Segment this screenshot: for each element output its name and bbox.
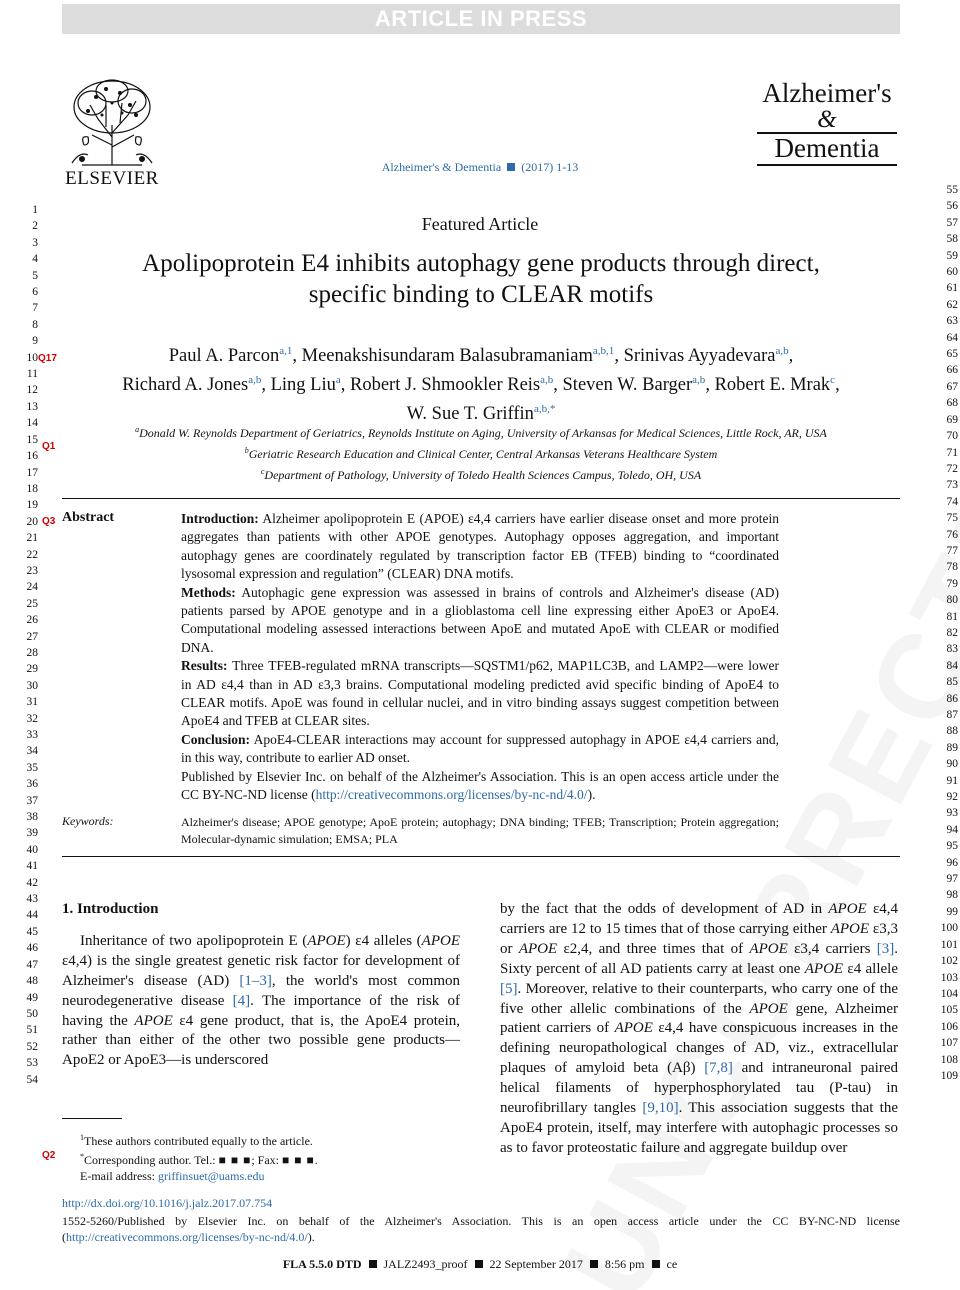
line-number: 42 (26, 876, 38, 889)
elsevier-tree-icon (62, 75, 162, 167)
line-number: 93 (946, 807, 958, 820)
line-number: 14 (26, 417, 38, 430)
line-number: 59 (946, 249, 958, 262)
line-number: 60 (946, 266, 958, 279)
line-number: 70 (946, 430, 958, 443)
line-number: 8 (32, 318, 38, 331)
line-number: 78 (946, 561, 958, 574)
query-mark[interactable]: Q1 (42, 441, 56, 452)
line-number: 82 (946, 626, 958, 639)
line-number: 39 (26, 827, 38, 840)
affiliation-item: $^b$Geriatric Research Education and Clinical Center, Central Arkansas Veterans Healthcare System (244, 446, 718, 461)
line-number: 103 (940, 971, 958, 984)
license-link[interactable]: http://creativecommons.org/licenses/by-nc-nd/4.0/ (66, 1230, 308, 1244)
line-number: 25 (26, 597, 38, 610)
citation-link[interactable]: [7,8] (704, 1060, 733, 1077)
author-name: Robert J. Shmookler Reis (349, 375, 541, 395)
keywords-label: Keywords: (62, 814, 114, 828)
column-left (62, 900, 460, 1071)
line-number: 38 (26, 811, 38, 824)
line-number: 41 (26, 860, 38, 873)
proof-id: JALZ2493_proof (383, 1257, 468, 1271)
line-number: 65 (946, 348, 958, 361)
line-number: 51 (26, 1024, 38, 1037)
square-icon (590, 1260, 598, 1268)
line-number: 7 (32, 302, 38, 315)
line-number: 12 (26, 384, 38, 397)
line-number: 4 (32, 253, 38, 266)
journal-logo-ampersand: & (817, 106, 837, 133)
line-number: 84 (946, 659, 958, 672)
line-number: 52 (26, 1040, 38, 1053)
line-number: 64 (946, 331, 958, 344)
line-number: 96 (946, 856, 958, 869)
dtd-version: FLA 5.5.0 DTD (282, 1257, 362, 1271)
line-number: 6 (32, 286, 38, 299)
author-affiliation: a,b,1 (592, 345, 615, 357)
line-number: 18 (26, 482, 38, 495)
square-icon (652, 1260, 660, 1268)
line-number: 9 (32, 335, 38, 348)
line-number: 26 (26, 614, 38, 627)
proof-date: 22 September 2017 (489, 1257, 583, 1271)
email-link[interactable]: griffinsuet@uams.edu (157, 1169, 265, 1183)
article-in-press-banner: ARTICLE IN PRESS (62, 4, 900, 34)
line-number: 98 (946, 889, 958, 902)
query-mark[interactable]: Q17 (38, 353, 57, 364)
keywords-list: Alzheimer's disease; APOE genotype; ApoE protein; autophagy; DNA binding; TFEB; Transcription; Protein aggregation; Molecular-dynamic simulation; EMSA; PLA (181, 815, 779, 846)
proof-time: 8:56 pm (604, 1257, 645, 1271)
line-number: 75 (946, 512, 958, 525)
line-number: 19 (26, 499, 38, 512)
citation-link[interactable]: [3] (876, 940, 895, 957)
line-number: 11 (26, 368, 38, 381)
line-number: 20 (26, 515, 38, 528)
line-number: 94 (946, 823, 958, 836)
line-number: 37 (26, 794, 38, 807)
line-number: 79 (946, 577, 958, 590)
line-number: 66 (946, 364, 958, 377)
line-number: 15 (26, 433, 38, 446)
author-affiliation: c (830, 374, 836, 386)
author-list: Paul A. Parcon$^{a,1}$, Meenakshisundaram Balasubramaniam$^{a,b,1}$, Srinivas Ayyadevara$^{a,b}$, Richard A. Jones$^{a,b}$, Ling Liu$^a$, Robert J. Shmookler Reis$^{a,b}$, Steven W. Barger$^{a,b}$, Robert E. Mrak$^c$, W. Sue T. Griffin$^{a,b,*}$ (122, 345, 840, 424)
line-number: 68 (946, 397, 958, 410)
title-line: specific binding to CLEAR motifs (308, 281, 654, 308)
license-link[interactable]: http://creativecommons.org/licenses/by-nc-nd/4.0/ (315, 787, 588, 803)
line-number: 21 (26, 532, 38, 545)
line-number: 55 (946, 184, 958, 196)
redacted-squares-icon: ■ ■ ■ (218, 1153, 252, 1167)
author-affiliation: a,b (692, 374, 706, 386)
line-number: 56 (946, 200, 958, 213)
line-number: 102 (940, 955, 958, 968)
abstract-label: Abstract (62, 510, 115, 525)
divider (62, 498, 900, 499)
line-number: 76 (946, 528, 958, 541)
proof-code: ce (666, 1257, 678, 1271)
line-number: 86 (946, 692, 958, 705)
footnotes (80, 1130, 480, 1184)
line-number: 22 (26, 548, 38, 561)
line-number: 44 (26, 909, 38, 922)
line-number: 63 (946, 315, 958, 328)
line-number: 87 (946, 709, 958, 721)
abstract-body (181, 510, 779, 805)
license-statement: 1552-5260/Published by Elsevier Inc. on behalf of the Alzheimer's Association. This is an open access article under the CC BY-NC-ND license (http://creativecommons.org/licenses/by-nc-nd/4.0/). (62, 1214, 900, 1244)
affiliation-item: $^a$Donald W. Reynolds Department of Geriatrics, Reynolds Institute on Aging, University of Arkansas for Medical Sciences, Little Rock, AR, USA (135, 425, 827, 440)
line-number: 13 (26, 400, 38, 413)
line-number: 43 (26, 893, 38, 906)
line-number: 72 (946, 462, 958, 475)
line-number: 45 (26, 925, 38, 938)
line-number: 100 (940, 922, 958, 935)
line-number: 91 (946, 774, 958, 787)
line-number: 105 (940, 1004, 958, 1017)
abstract-conclusion: Conclusion: ApoE4-CLEAR interactions may account for suppressed autophagy in APOE ε4,4 carriers and, in this way, contribute to earlier AD onset. (181, 731, 779, 766)
journal-logo (756, 78, 898, 168)
line-number: 46 (26, 942, 38, 955)
author-name: Richard A. Jones (122, 375, 249, 395)
line-number: 83 (946, 643, 958, 656)
affiliation-item: $^c$Department of Pathology, University of Toledo Health Sciences Campus, Toledo, OH, USA (260, 467, 702, 482)
column-right (500, 900, 898, 1159)
footnote-rule (62, 1118, 122, 1119)
title-line: Apolipoprotein E4 inhibits autophagy gene products through direct, (142, 250, 820, 277)
line-number: 27 (26, 630, 38, 643)
line-number: 89 (946, 741, 958, 754)
line-number: 31 (26, 696, 38, 709)
author-affiliation: a,b (775, 345, 789, 357)
line-number: 35 (26, 761, 38, 774)
article-title (62, 248, 900, 310)
line-number: 53 (26, 1057, 38, 1070)
abstract-results: Results: Three TFEB-regulated mRNA transcripts—SQSTM1/p62, MAP1LC3B, and LAMP2—were lower in AD ε4,4 than in AD ε3,3 brains. Computational modeling predicted avid specific binding of ApoE4 to CLEAR motifs. ApoE was found in cellular nuclei, and in vitro binding assays suggest competition between ApoE4 and TFEB at CLEAR sites. (181, 658, 779, 729)
line-number: 61 (946, 282, 958, 295)
affiliations (62, 421, 900, 484)
line-number: 17 (26, 466, 38, 479)
query-mark[interactable]: Q3 (42, 516, 56, 527)
line-number: 95 (946, 840, 958, 853)
author-affiliation: a,1 (279, 345, 293, 357)
line-number: 54 (26, 1073, 38, 1086)
line-number: 2 (32, 220, 38, 233)
abstract-published: Published by Elsevier Inc. on behalf of the Alzheimer's Association. This is an open access article under the CC BY-NC-ND license (http://creativecommons.org/licenses/by-nc-nd/4.0/). (181, 768, 779, 803)
redacted-squares-icon: ■ ■ ■ (282, 1153, 315, 1167)
author-affiliation: a,b (540, 374, 554, 386)
line-number: 71 (946, 446, 958, 459)
divider (62, 856, 900, 857)
author-name: Paul A. Parcon (168, 346, 280, 366)
line-number: 47 (26, 958, 38, 971)
square-icon (475, 1260, 483, 1268)
elsevier-logo (60, 75, 164, 187)
author-affiliation: a,b (248, 374, 262, 386)
journal-logo-word3: Dementia (774, 133, 880, 163)
journal-citation (340, 160, 620, 175)
line-number: 92 (946, 791, 958, 804)
author-name: Meenakshisundaram Balasubramaniam (301, 346, 593, 366)
author-name: Robert E. Mrak (714, 375, 831, 395)
line-number: 90 (946, 758, 958, 771)
line-number: 109 (940, 1069, 958, 1082)
line-number: 48 (26, 975, 38, 988)
line-number: 49 (26, 991, 38, 1004)
abstract-introduction: Introduction: Alzheimer apolipoprotein E (APOE) ε4,4 carriers have earlier disease onset and more protein aggregates than patients with other APOE genotypes. Autophagy opposes aggregation, and important autophagy genes are coordinately regulated by transcription factor EB (TFEB) binding to “coordinated lysosomal expression and regulation” (CLEAR) DNA motifs. (181, 511, 780, 582)
square-icon (507, 163, 515, 171)
line-number: 5 (32, 269, 38, 282)
line-numbers-left (10, 202, 38, 1088)
line-number: 30 (26, 679, 38, 692)
line-number: 40 (26, 843, 38, 856)
line-number: 99 (946, 905, 958, 918)
author-affiliation[interactable]: a,b,* (533, 403, 556, 415)
author-name: W. Sue T. Griffin (406, 404, 534, 424)
footnote-item: E-mail address: griffinsuet@uams.edu (80, 1169, 265, 1183)
line-number: 33 (26, 729, 38, 741)
line-number: 57 (946, 216, 958, 229)
line-number: 85 (946, 676, 958, 689)
line-number: 58 (946, 233, 958, 246)
line-number: 36 (26, 778, 38, 791)
line-number: 74 (946, 495, 958, 508)
line-number: 62 (946, 298, 958, 311)
line-number: 88 (946, 725, 958, 738)
line-number: 29 (26, 663, 38, 676)
line-number: 101 (940, 938, 958, 951)
abstract-methods: Methods: Autophagic gene expression was assessed in brains of controls and Alzheimer's disease (AD) patients parsed by APOE genotype and in a glioblastoma cell line expressing either ApoE3 or ApoE4. Computational modeling assessed interactions between ApoE and mutated ApoE with CLEAR or modified DNA. (181, 584, 779, 655)
line-number: 81 (946, 610, 958, 623)
author-name: Srinivas Ayyadevara (623, 346, 776, 366)
line-number: 69 (946, 413, 958, 426)
line-number: 73 (946, 479, 958, 492)
journal-issue: (2017) 1-13 (521, 160, 579, 174)
journal-name: Alzheimer's & Dementia (381, 160, 502, 174)
elsevier-wordmark: ELSEVIER (65, 168, 159, 189)
line-number: 97 (946, 873, 958, 886)
line-number: 50 (26, 1007, 38, 1020)
square-icon (369, 1260, 377, 1268)
author-affiliation: a (335, 374, 341, 386)
citation-link[interactable]: [9,10] (642, 1100, 679, 1117)
line-number: 104 (940, 987, 958, 1000)
line-number: 28 (26, 646, 38, 659)
doi-link[interactable]: http://dx.doi.org/10.1016/j.jalz.2017.07.754 (62, 1196, 273, 1210)
line-number: 106 (940, 1020, 958, 1033)
query-mark[interactable]: Q2 (42, 1150, 56, 1161)
proof-footer (0, 1257, 960, 1272)
line-number: 34 (26, 745, 38, 758)
line-number: 80 (946, 594, 958, 607)
journal-logo-word1: Alzheimer's (762, 78, 892, 108)
line-number: 23 (26, 564, 38, 577)
author-name: Ling Liu (270, 375, 336, 395)
line-number: 10 (26, 351, 38, 364)
citation-link[interactable]: [5] (500, 980, 518, 997)
citation-link[interactable]: [4] (232, 992, 251, 1009)
line-number: 16 (26, 450, 38, 463)
line-number: 32 (26, 712, 38, 725)
line-number: 67 (946, 380, 958, 393)
citation-link[interactable]: [1–3] (239, 972, 272, 989)
line-number: 1 (32, 204, 38, 216)
footnote-item: $^1$These authors contributed equally to the article. (80, 1133, 313, 1148)
line-number: 108 (940, 1053, 958, 1066)
section-heading: 1. Introduction (62, 901, 159, 917)
author-name: Steven W. Barger (562, 375, 693, 395)
paragraph: Inheritance of two apolipoprotein E (APOE) ε4 alleles (APOE ε4,4) is the single greatest genetic risk factor for development of Alzheimer's disease (AD) [1–3], the world's most common neurodegenerative disease [4]. The importance of the risk of having the APOE ε4 gene product, that is, the ApoE4 protein, rather than either of the other two possible gene products—ApoE2 or ApoE3—is underscored (62, 932, 460, 1069)
line-number: 77 (946, 544, 958, 557)
line-number: 3 (32, 236, 38, 249)
paragraph: by the fact that the odds of development of AD in APOE ε4,4 carriers are 12 to 15 times that of those carrying either APOE ε3,3 or APOE ε2,4, and three times that of APOE ε3,4 carriers [3]. Sixty percent of all AD patients carry at least one APOE ε4 allele [5]. Moreover, relative to their counterparts, who carry one of the five other allelic combinations of the APOE gene, Alzheimer patient carriers of APOE ε4,4 have conspicuous increases in the defining neuropathological changes of AD, viz., extracellular plaques of amyloid beta (Aβ) [7,8] and intraneuronal paired helical filaments of hyperphosphorylated tau (P-tau) in neurofibrillary tangles [9,10]. This association suggests that the ApoE4 protein, itself, may interfere with autophagic processes so as to favor proteostatic failure and aggregate buildup over (500, 901, 899, 1156)
line-number: 24 (26, 581, 38, 594)
footnote-item: *Corresponding author. Tel.: ■ ■ ■; Fax: ■ ■ ■. (80, 1152, 318, 1167)
line-number: 107 (940, 1037, 958, 1050)
journal-logo-rule (757, 164, 897, 166)
article-type: Featured Article (421, 214, 539, 234)
